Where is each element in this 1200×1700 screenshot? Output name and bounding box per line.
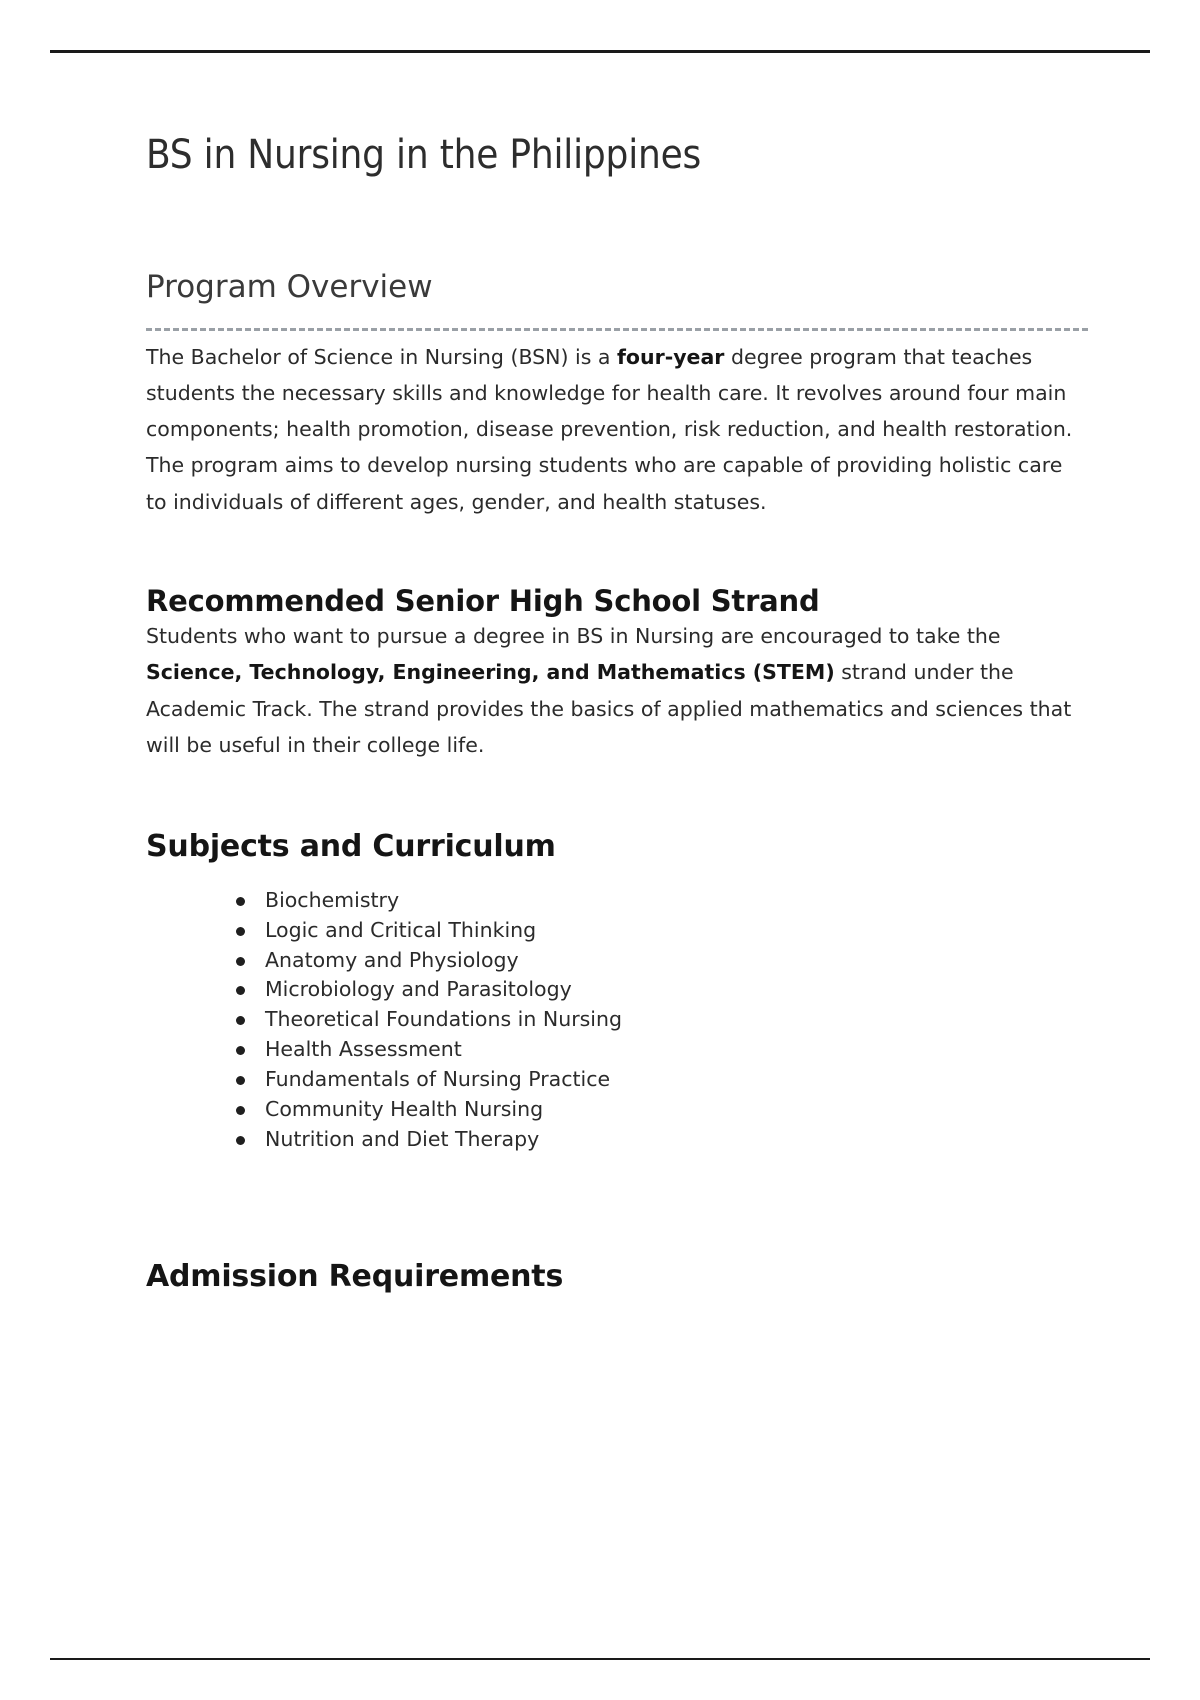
strand-text-rest: strand under the Academic Track. The strand provides the basics of applied mathematics and sciences that will be useful in their college life.	[146, 660, 1072, 757]
list-item: Anatomy and Physiology	[232, 946, 1086, 976]
subject-list	[146, 886, 1086, 1155]
paragraph-text-lead: The Bachelor of Science in Nursing (BSN) is a	[146, 345, 617, 370]
strand-text-lead: Students who want to pursue a degree in BS in Nursing are encouraged to take the	[146, 624, 1001, 649]
list-item: Community Health Nursing	[232, 1095, 1086, 1125]
dashed-divider	[146, 328, 1088, 331]
page-title: BS in Nursing in the Philippines	[146, 132, 702, 178]
list-item: Biochemistry	[232, 886, 1086, 916]
section-heading-subjects-curriculum: Subjects and Curriculum	[146, 828, 556, 864]
section-heading-program-overview: Program Overview	[146, 269, 433, 305]
strand-emphasis-stem: Science, Technology, Engineering, and Mathematics (STEM)	[146, 660, 835, 685]
document-content	[146, 132, 1086, 1295]
list-item: Fundamentals of Nursing Practice	[232, 1065, 1086, 1095]
list-item: Health Assessment	[232, 1035, 1086, 1065]
section-heading-recommended-strand: Recommended Senior High School Strand	[146, 583, 820, 618]
list-item: Theoretical Foundations in Nursing	[232, 1005, 1086, 1035]
list-item: Nutrition and Diet Therapy	[232, 1125, 1086, 1155]
paragraph-program-overview	[146, 339, 1086, 519]
paragraph-emphasis-four-year: four-year	[616, 345, 725, 370]
page-bottom-rule	[50, 1658, 1150, 1660]
paragraph-text-rest: degree program that teaches students the necessary skills and knowledge for health care. It revolves around four main components; health promotion, disease prevention, risk reduction, and health restoration. The program aims to develop nursing students who are capable of providing holistic care to individuals of different ages, gender, and health statuses.	[146, 345, 1073, 514]
list-item: Microbiology and Parasitology	[232, 975, 1086, 1005]
list-item: Logic and Critical Thinking	[232, 916, 1086, 946]
page-top-rule	[50, 50, 1150, 53]
section-heading-admission-requirements: Admission Requirements	[146, 1258, 564, 1294]
paragraph-recommended-strand	[146, 618, 1086, 762]
